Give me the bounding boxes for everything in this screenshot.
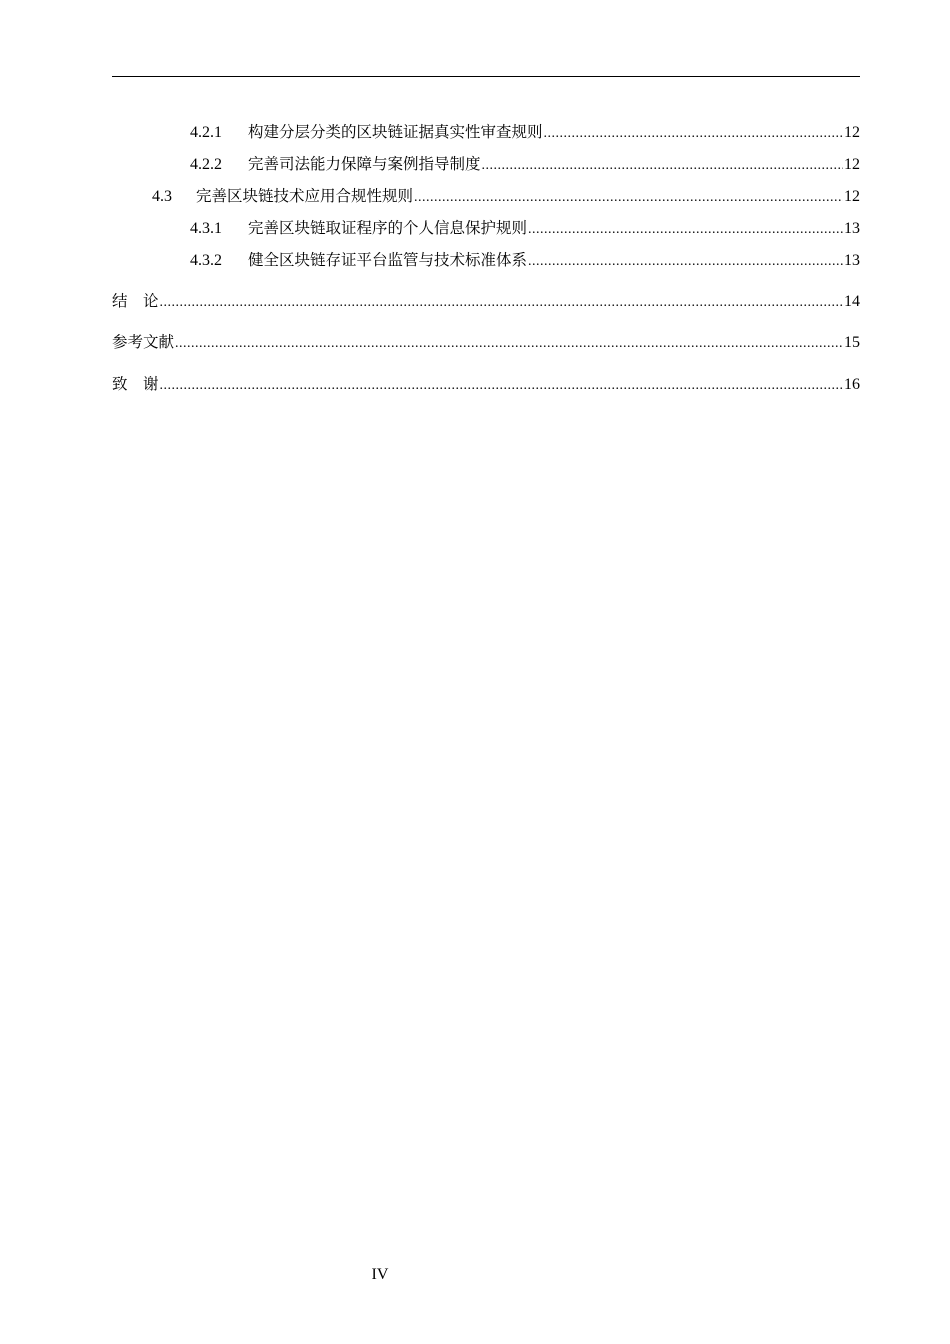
toc-entry-title: 完善区块链技术应用合规性规则 [196,187,414,205]
toc-entry-page: 13 [844,220,860,237]
toc-leader-dots [414,187,843,209]
page-number: IV [371,1266,389,1283]
toc-entry-number: 4.3.2 [190,252,222,269]
header-rule [112,76,860,77]
toc-leader-dots [528,219,843,241]
toc-leader-dots [160,375,843,397]
toc-leader-dots [528,251,843,273]
toc-entry-title: 完善司法能力保障与案例指导制度 [248,155,481,173]
toc-leader-dots [160,292,843,314]
toc-entry-title: 参考文献 [112,333,175,351]
toc-entry-number: 4.3 [152,188,172,205]
toc-entry-page: 12 [844,188,860,205]
toc-entry-page: 12 [844,124,860,141]
toc-entry-number: 4.2.1 [190,124,222,141]
toc-entry-title: 完善区块链取证程序的个人信息保护规则 [248,219,528,237]
toc-entry-page: 15 [844,334,860,351]
toc-entry-number: 4.2.2 [190,156,222,173]
toc-entry-4-3[interactable] [112,185,860,209]
toc-entry-4-2-1[interactable] [112,121,860,145]
toc-entry-title: 健全区块链存证平台监管与技术标准体系 [248,251,528,269]
toc-entry-4-3-2[interactable] [112,249,860,273]
toc-entry-title: 致 谢 [112,375,159,393]
toc-entry-title: 结 论 [112,292,159,310]
toc-entry-references[interactable] [112,331,860,355]
toc-leader-dots [482,155,843,177]
toc-entry-page: 12 [844,156,860,173]
toc-entry-page: 13 [844,252,860,269]
toc-leader-dots [544,123,843,145]
toc-entry-page: 16 [844,376,860,393]
toc-entry-4-2-2[interactable] [112,153,860,177]
toc-entry-conclusion[interactable] [112,290,860,314]
toc-entry-acknowledgements[interactable] [112,373,860,397]
toc-entry-number: 4.3.1 [190,220,222,237]
toc-entry-title: 构建分层分类的区块链证据真实性审查规则 [248,123,543,141]
toc-entry-page: 14 [844,293,860,310]
toc-entry-4-3-1[interactable] [112,217,860,241]
toc-leader-dots [175,333,843,355]
